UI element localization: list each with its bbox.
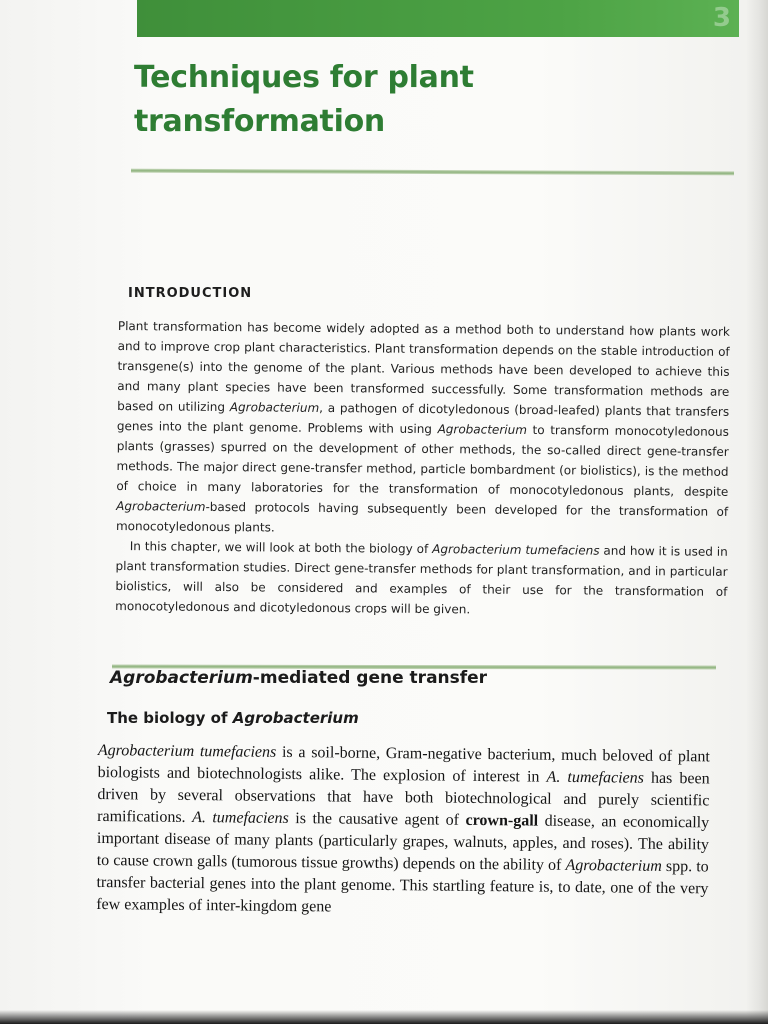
page-edge-shadow bbox=[746, 0, 768, 1024]
introduction-paragraph-2: In this chapter, we will look at both the biology of Agrobacterium tumefaciens and how it is used in plant transformation studies. Direct gene-transfer methods for plant transformation, and in particular biolistics, will also be considered and examples of their use for the transformation of monocotyledonous and dicotyledonous crops will be given. bbox=[115, 539, 728, 617]
introduction-paragraph-1: Plant transformation has become widely adopted as a method both to understand how plants work and to improve crop plant characteristics. Plant transformation depends on the stable introduction of transgene(s) into the genome of the plant. Various methods have been developed to achieve this and many plant species have been transformed successfully. Some transformation methods are based on utilizing Agrobacterium, a pathogen of dicotyledonous (broad-leafed) plants that transfers genes into the plant genome. Problems with using Agrobacterium to transform monocotyledonous plants (grasses) spurred on the development of other methods, the so-called direct gene-transfer methods. The major direct gene-transfer method, particle bombardment (or biolistics), is the method of choice in many laboratories for the transformation of monocotyledonous plants, despite Agrobacterium-based protocols having subsequently been developed for the transformation of monocotyledonous plants. bbox=[115, 318, 730, 535]
chapter-title-line2: transformation bbox=[134, 104, 385, 139]
title-divider bbox=[131, 169, 734, 176]
subsection-heading: The biology of Agrobacterium bbox=[107, 709, 359, 727]
chapter-header-bar bbox=[137, 0, 739, 37]
section-heading: Agrobacterium-mediated gene transfer bbox=[110, 668, 488, 688]
introduction-heading: INTRODUCTION bbox=[128, 286, 253, 301]
body-paragraph: Agrobacterium tumefaciens is a soil-borne, Gram-negative bacterium, much beloved of plant biologists and biotechnologists alike. The explosion of interest in A. tumefaciens has been driven by several observations that have both biotechnological and purely scientific ramifications. A. tumefaciens is the causative agent of crown-gall disease, an economically important disease of many plants (particularly grapes, walnuts, apples, and roses). The ability to cause crown galls (tumorous tissue growths) depends on the ability of Agrobacterium spp. to transfer bacterial genes into the plant genome. This startling feature is, to date, one of the very few examples of inter-kingdom gene bbox=[96, 741, 710, 916]
introduction-text bbox=[115, 316, 730, 622]
chapter-title-line1: Techniques for plant bbox=[134, 60, 474, 95]
chapter-title bbox=[134, 56, 694, 144]
page-bottom-shadow bbox=[0, 1010, 768, 1024]
chapter-number: 3 bbox=[712, 3, 731, 33]
